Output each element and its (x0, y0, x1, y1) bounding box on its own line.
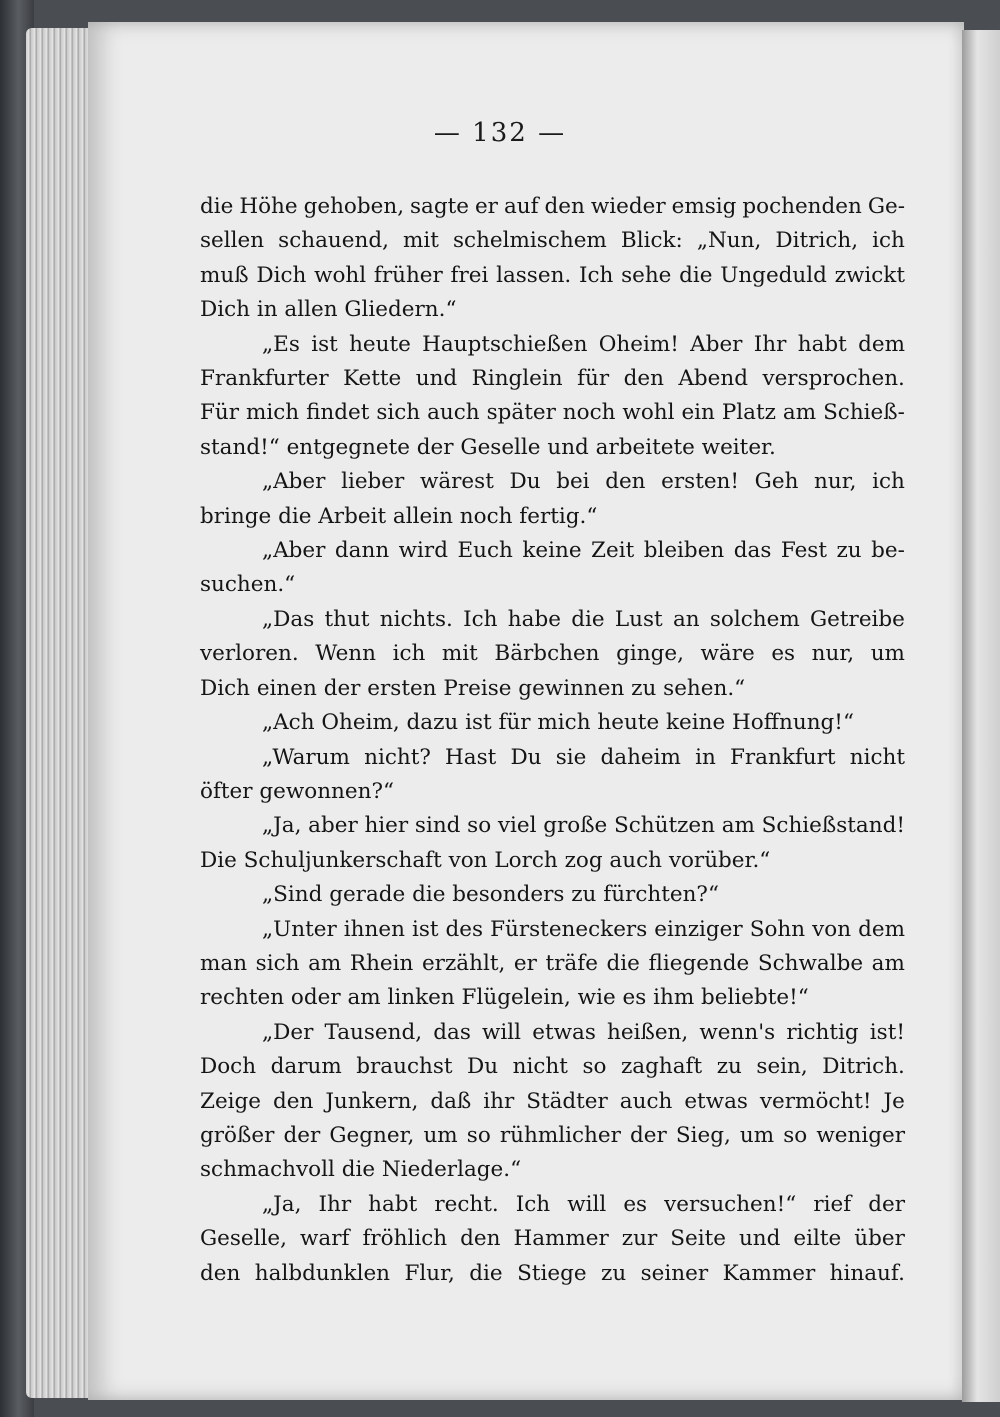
text-line: „Das thut nichts. Ich habe die Lust an solchem Getreibe (262, 606, 905, 632)
text-line: „Unter ihnen ist des Fürsteneckers einziger Sohn von dem (262, 916, 905, 942)
text-line: „Ja, Ihr habt recht. Ich will es versuchen!“ rief der (262, 1191, 905, 1217)
text-line: „Es ist heute Hauptschießen Oheim! Aber Ihr habt dem (262, 331, 905, 357)
text-line: sellen schauend, mit schelmischem Blick: „Nun, Ditrich, ich (200, 228, 905, 254)
text-line: Die Schuljunkerschaft von Lorch zog auch vorüber.“ (200, 847, 771, 873)
page-number: — 132 — (433, 118, 567, 148)
text-line: „Aber dann wird Euch keine Zeit bleiben das Fest zu be- (262, 538, 905, 564)
text-line: „Aber lieber wärest Du bei den ersten! Geh nur, ich (262, 469, 905, 495)
text-line: Frankfurter Kette und Ringlein für den Abend versprochen. (200, 366, 905, 392)
text-line: bringe die Arbeit allein noch fertig.“ (200, 503, 598, 529)
text-line: „Der Tausend, das will etwas heißen, wenn's richtig ist! (262, 1019, 905, 1045)
text-line: den halbdunklen Flur, die Stiege zu seiner Kammer hinauf. (200, 1260, 905, 1286)
text-line: Zeige den Junkern, daß ihr Städter auch etwas vermöcht! Je (200, 1088, 905, 1114)
facing-page-edge (962, 30, 1000, 1402)
text-line: stand!“ entgegnete der Geselle und arbeitete weiter. (200, 434, 776, 460)
text-line: Geselle, warf fröhlich den Hammer zur Seite und eilte über (200, 1226, 905, 1252)
text-line: „Sind gerade die besonders zu fürchten?“ (262, 882, 719, 908)
text-line: man sich am Rhein erzählt, er träfe die fliegende Schwalbe am (200, 950, 905, 976)
text-line: Doch darum brauchst Du nicht so zaghaft zu sein, Ditrich. (200, 1054, 905, 1080)
text-line: die Höhe gehoben, sagte er auf den wieder emsig pochenden Ge- (200, 194, 905, 219)
text-line: muß Dich wohl früher frei lassen. Ich sehe die Ungeduld zwickt (200, 262, 905, 288)
text-line: „Ach Oheim, dazu ist für mich heute keine Hoffnung!“ (262, 710, 854, 736)
body-text (200, 190, 905, 1291)
text-line: Dich in allen Gliedern.“ (200, 297, 457, 323)
text-line: rechten oder am linken Flügelein, wie es ihm beliebte!“ (200, 985, 809, 1011)
text-line: suchen.“ (200, 572, 296, 598)
text-line: „Warum nicht? Hast Du sie daheim in Frankfurt nicht (262, 744, 905, 770)
text-line: schmachvoll die Niederlage.“ (200, 1157, 522, 1183)
text-line: Für mich findet sich auch später noch wohl ein Platz am Schieß- (200, 400, 905, 426)
text-line: öfter gewonnen?“ (200, 778, 394, 804)
text-line: Dich einen der ersten Preise gewinnen zu sehen.“ (200, 675, 746, 701)
text-line: größer der Gegner, um so rühmlicher der Sieg, um so weniger (200, 1122, 905, 1148)
text-line: verloren. Wenn ich mit Bärbchen ginge, wäre es nur, um (200, 641, 905, 667)
text-line: „Ja, aber hier sind so viel große Schützen am Schießstand! (262, 813, 905, 839)
